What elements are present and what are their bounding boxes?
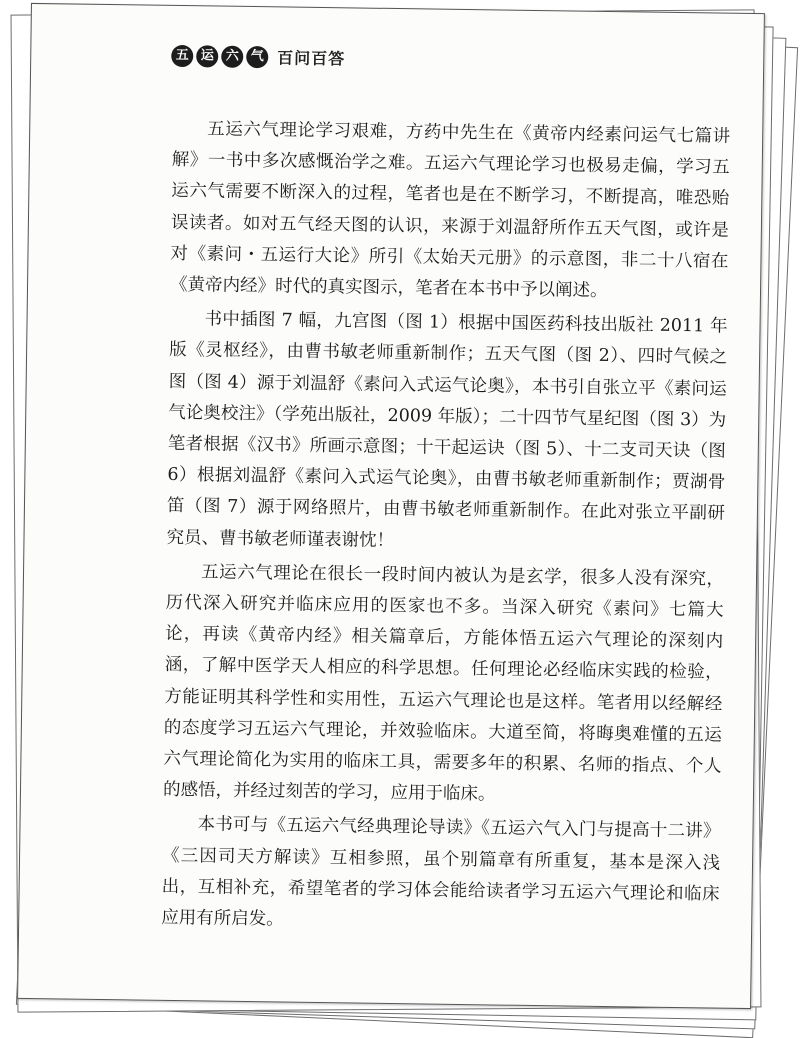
series-badge-wu: 五 — [171, 44, 193, 66]
paragraph-1: 五运六气理论学习艰难，方药中先生在《黄帝内经素问运气七篇讲解》一书中多次感慨治学之难。五运六气理论学习也极易走偏，学习五运六气需要不断深入的过程，笔者也是在不断学习，不断提高，唯恐贻误读者。如对五气经天图的认识，来源于刘温舒所作五天气图，或许是对《素问・五运行大论》所引《太始天元册》的示意图，非二十八宿在《黄帝内经》时代的真实图示，笔者在本书中予以阐述。 — [169, 119, 731, 302]
page-body — [161, 114, 730, 942]
paragraph-3: 五运六气理论在很长一段时间内被认为是玄学，很多人没有深究，历代深入研究并临床应用的医家也不多。当深入研究《素问》七篇大论，再读《黄帝内经》相关篇章后，方能体悟五运六气理论的深刻内涵，了解中医学天人相应的科学思想。任何理论必经临床实践的检验，方能证明其科学性和实用性，五运六气理论也是这样。笔者用以经解经的态度学习五运六气理论，并效验临床。大道至简，将晦奥难懂的五运六气理论简化为实用的临床工具，需要多年的积累、名师的指点、个人的感悟，并经过刻苦的学习，应用于临床。 — [162, 562, 725, 805]
paragraph-2: 书中插图 7 幅，九宫图（图 1）根据中国医药科技出版社 2011 年版《灵枢经》，由曹书敏老师重新制作；五天气图（图 2）、四时气候之图（图 4）源于刘温舒《素问入式运气论奥》，本书引自张立平《素问运气论奥校注》（学苑出版社，2009 年版）；二十四节气星纪图（图 3）为笔者根据《汉书》所画示意图；十干起运诀（图 5）、十二支司天诀（图 6）根据刘温舒《素问入式运气论奥》，由曹书敏老师重新制作；贾湖骨笛（图 7）源于网络照片，由曹书敏老师重新制作。在此对张立平副研究员、曹书敏老师谨表谢忱！ — [166, 309, 728, 551]
series-badge-yun: 运 — [196, 45, 218, 67]
series-badge-qi: 气 — [246, 45, 268, 67]
book-page — [17, 3, 765, 1009]
series-title: 百问百答 — [277, 48, 346, 69]
series-badge-liu: 六 — [221, 45, 243, 67]
paragraph-4: 本书可与《五运六气经典理论导读》《五运六气入门与提高十二讲》《三因司天方解读》互相参照，虽个别篇章有所重复，基本是深入浅出，互相补充，希望笔者的学习体会能给读者学习五运六气理论和临床应用有所启发。 — [161, 814, 721, 930]
running-header — [171, 44, 345, 69]
